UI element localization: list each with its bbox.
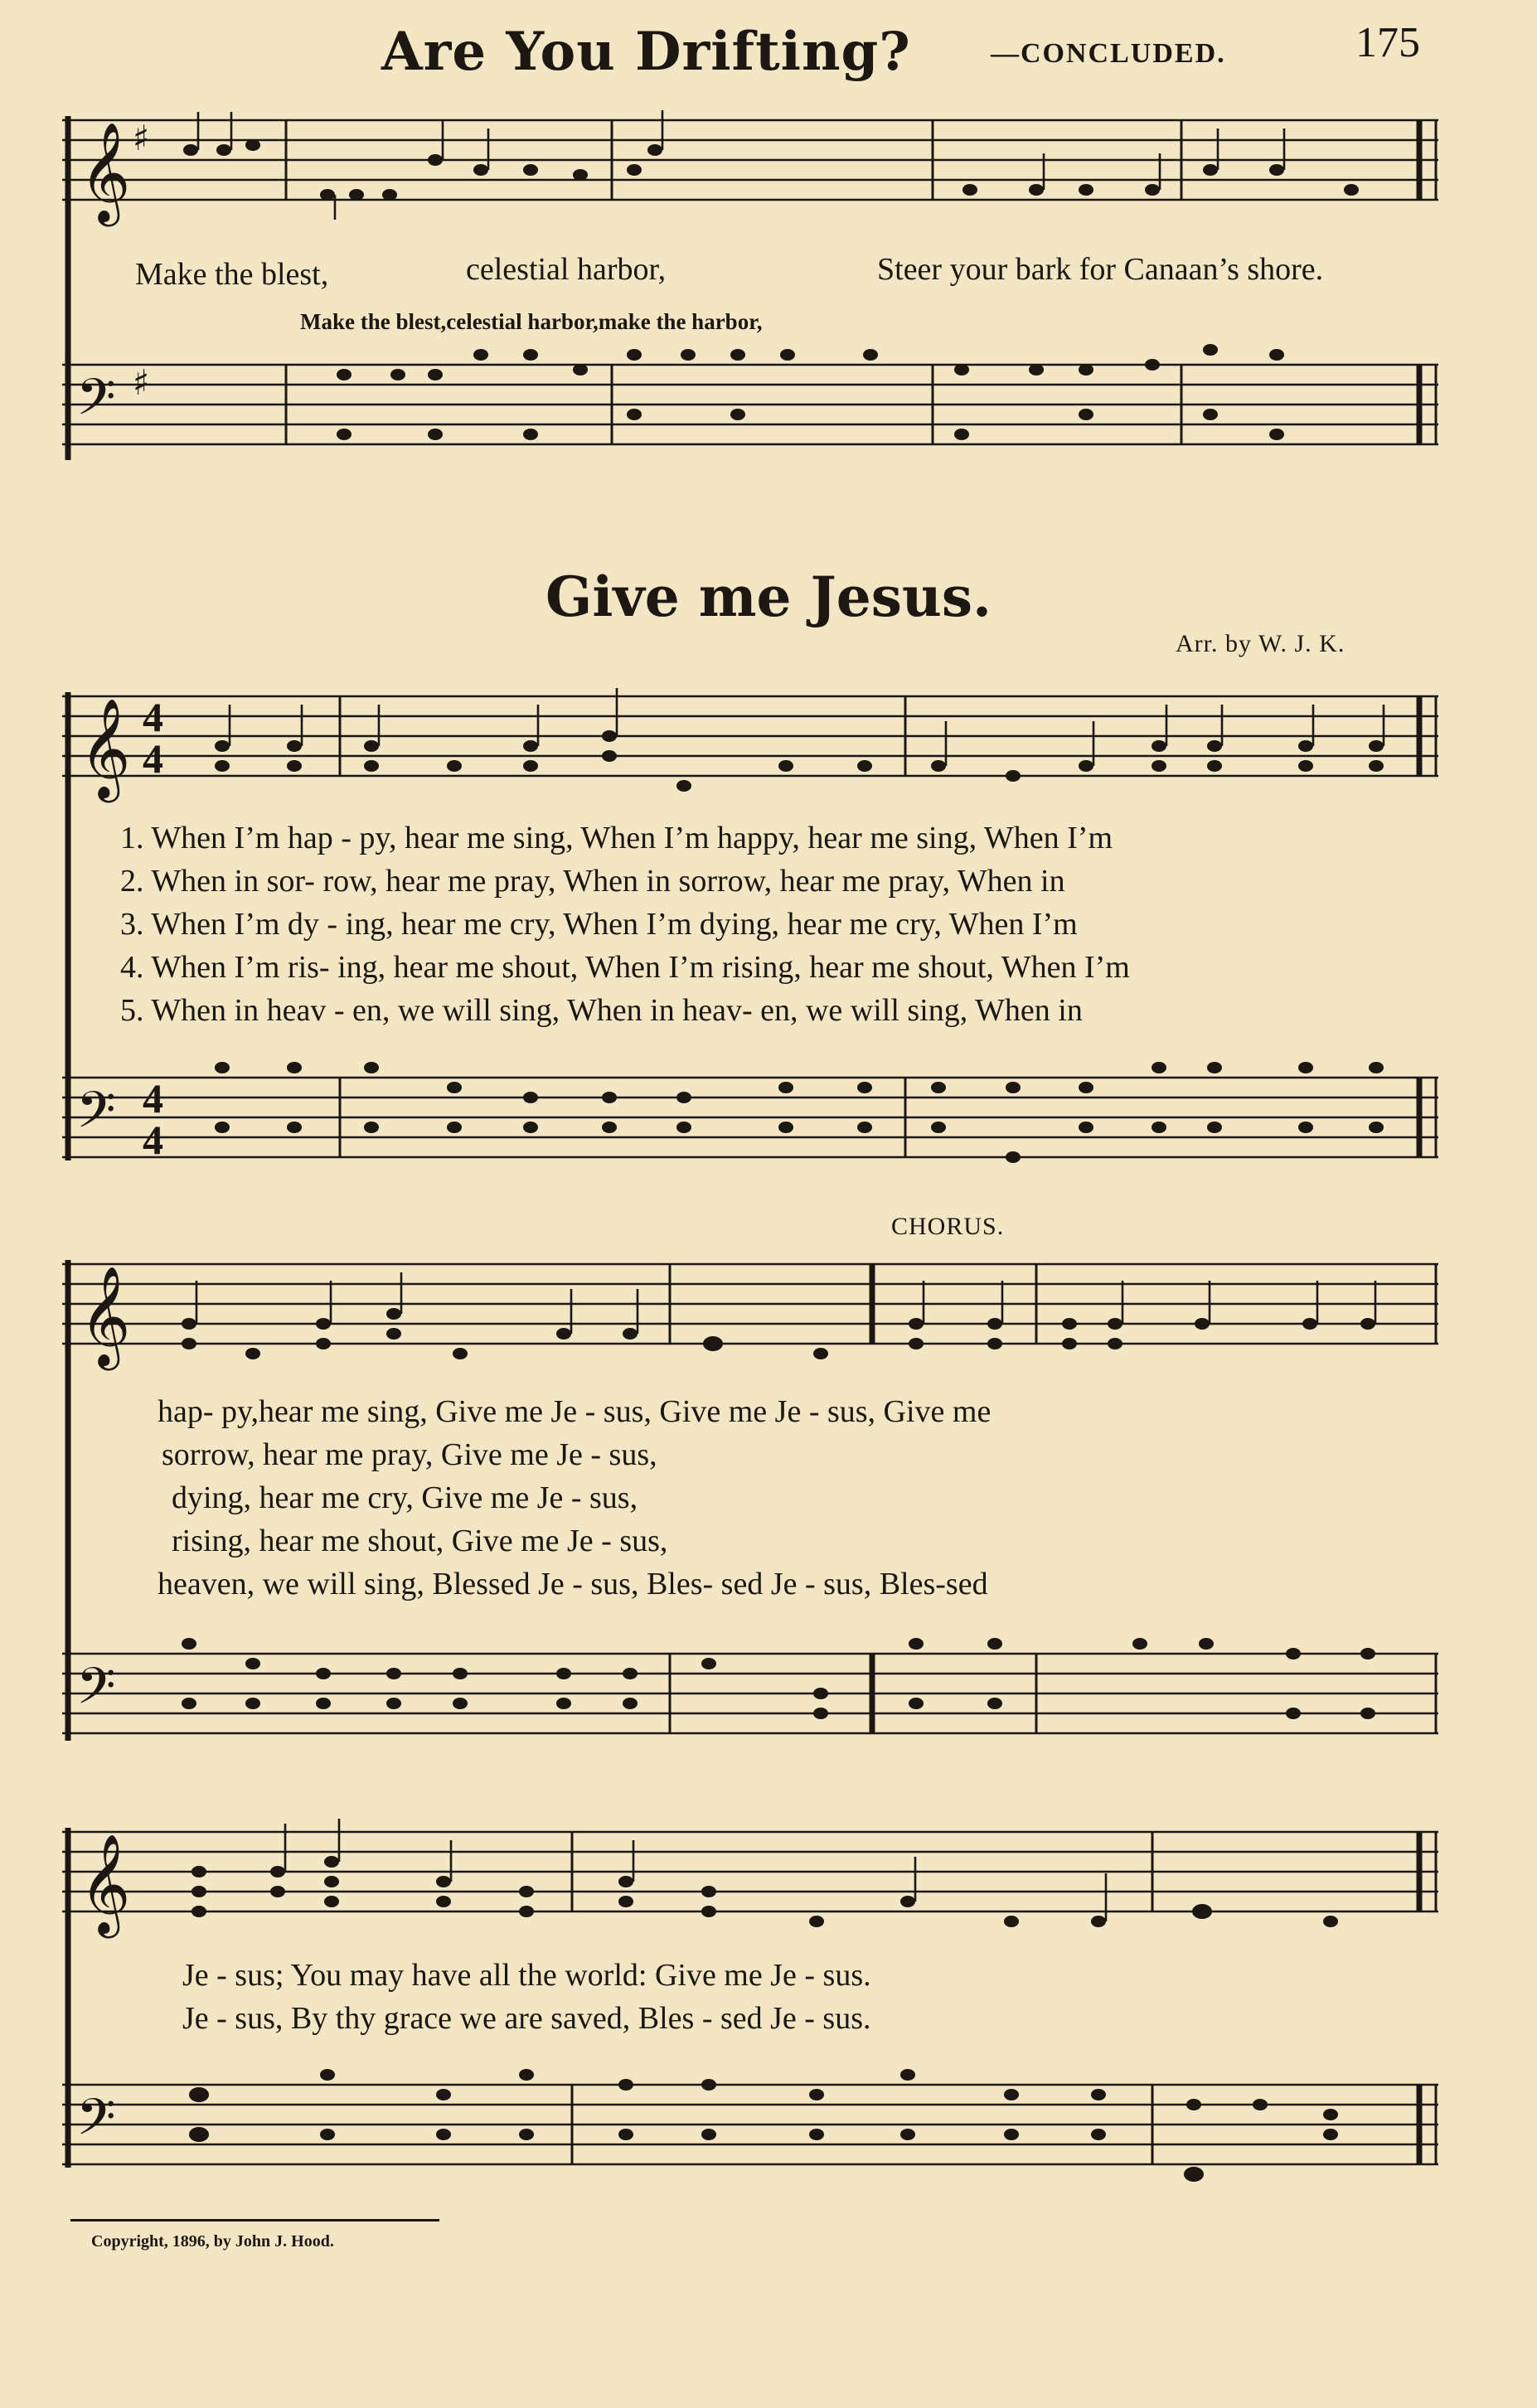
hymn-title: Give me Jesus.: [545, 564, 992, 629]
staff-lines: [62, 2085, 1438, 2164]
sharp-icon: ♯: [133, 362, 150, 403]
staff-lines: [62, 696, 1438, 776]
verse-1: 1. When I’m hap - py, hear me sing, When I’m happy, hear me sing, When I’m: [120, 821, 1113, 855]
treble-clef-icon: 𝄞: [80, 1833, 131, 1934]
previous-hymn-title: Are You Drifting?: [381, 21, 911, 83]
bass-clef-icon: 𝄢: [76, 2088, 116, 2159]
system1-lyric-3: Steer your bark for Canaan’s shore.: [877, 252, 1324, 287]
chorus-line-5: heaven, we will sing, Blessed Je - sus, Bles- sed Je - sus, Bles-sed: [158, 1567, 988, 1601]
chorus-line-1: hap- py,hear me sing, Give me Je - sus, Give me Je - sus, Give me: [158, 1394, 992, 1429]
time-signature-bottom: 4: [143, 735, 163, 782]
verse-4: 4. When I’m ris- ing, hear me shout, When I’m rising, hear me shout, When I’m: [120, 950, 1130, 985]
time-signature-top: 4: [143, 694, 163, 740]
chorus-line-4: rising, hear me shout, Give me Je - sus,: [172, 1524, 668, 1558]
time-signature-top: 4: [143, 1075, 163, 1122]
staff-lines: [62, 1654, 1438, 1733]
bass-clef-icon: 𝄢: [76, 1657, 116, 1728]
system3-bass-notes: [182, 1638, 1375, 1719]
system2-treble-stems: [230, 688, 1384, 766]
arranger-credit: Arr. by W. J. K.: [1176, 630, 1345, 657]
system2-treble-notes: [215, 730, 1384, 792]
time-signature-bottom: 4: [143, 1117, 163, 1163]
treble-clef-icon: 𝄞: [80, 121, 131, 222]
system1-bass-notes: [337, 344, 1284, 440]
verse-3: 3. When I’m dy - ing, hear me cry, When I’m dying, hear me cry, When I’m: [120, 907, 1078, 942]
system1-bass-staff: [0, 348, 1537, 514]
treble-clef-icon: 𝄞: [80, 697, 131, 798]
chorus-line-3: dying, hear me cry, Give me Je - sus,: [172, 1480, 638, 1515]
system1-lyric-2: celestial harbor,: [466, 252, 667, 287]
concluded-label: —CONCLUDED.: [991, 38, 1226, 69]
verse-5: 5. When in heav - en, we will sing, When in heav- en, we will sing, When in: [120, 993, 1083, 1028]
chorus-line-2: sorrow, hear me pray, Give me Je - sus,: [162, 1437, 657, 1472]
system1-treble-stems: [198, 110, 1284, 220]
sharp-icon: ♯: [133, 118, 150, 158]
staff-lines: [62, 1264, 1438, 1344]
system4-treble-stems: [285, 1819, 1106, 1921]
system3-bass-staff: [0, 1637, 1537, 1803]
treble-clef-icon: 𝄞: [80, 1265, 131, 1366]
staff-lines: [62, 1832, 1438, 1911]
verse-2: 2. When in sor- row, hear me pray, When in sorrow, hear me pray, When in: [120, 864, 1065, 899]
final-line-1: Je - sus; You may have all the world: Give me Je - sus.: [182, 1958, 871, 1993]
system1-treble-staff: [0, 104, 1537, 269]
footer-rule: [70, 2219, 439, 2221]
bass-clef-icon: 𝄢: [76, 1081, 116, 1152]
chorus-label: CHORUS.: [891, 1213, 1005, 1240]
page-number: 175: [1355, 19, 1420, 66]
system4-bass-staff: [0, 2068, 1537, 2234]
system2-bass-staff: [0, 1061, 1537, 1227]
bass-clef-icon: 𝄢: [76, 368, 116, 439]
system3-treble-notes: [182, 1308, 1375, 1359]
system1-lyric-1: Make the blest,: [135, 257, 329, 292]
system1-bass-lyric: Make the blest,celestial harbor,make the harbor,: [300, 309, 763, 334]
copyright-notice: Copyright, 1896, by John J. Hood.: [91, 2232, 334, 2251]
final-line-2: Je - sus, By thy grace we are saved, Bles - sed Je - sus.: [182, 2001, 871, 2036]
staff-lines: [62, 1078, 1438, 1157]
system3-treble-staff: [0, 1248, 1537, 1413]
staff-lines: [62, 120, 1438, 200]
staff-lines: [62, 365, 1438, 444]
